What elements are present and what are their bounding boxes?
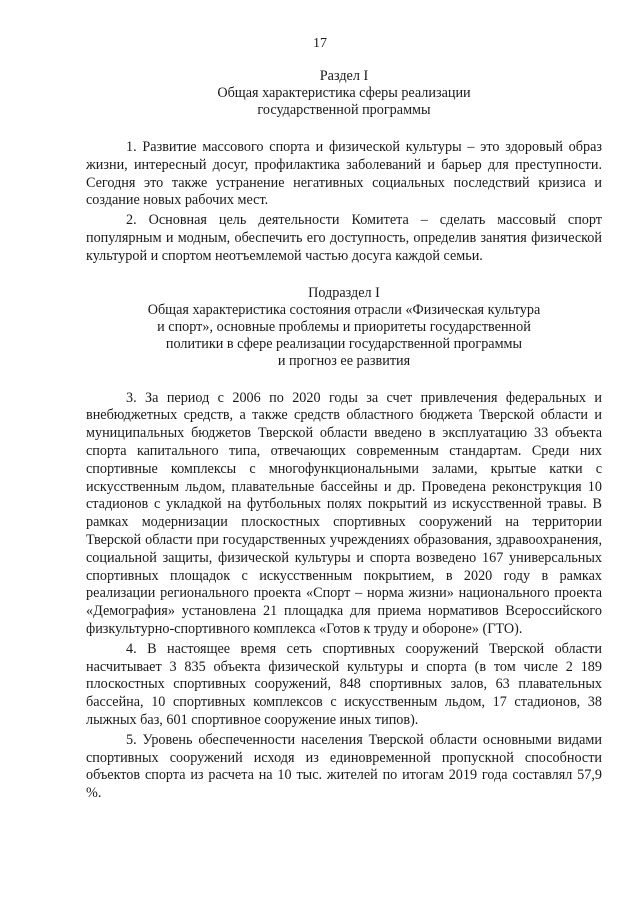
subsection-label: Подраздел I <box>308 284 380 301</box>
paragraph-2: 2. Основная цель деятельности Комитета – сделать массовый спорт популярным и модным, обеспечить его доступность, определив занятия физической культурой и спортом неотъемлемой частью досуга каждой семьи. <box>86 212 602 264</box>
section-title-line: Общая характеристика сферы реализации <box>217 85 471 101</box>
paragraph-3: 3. За период с 2006 по 2020 годы за счет привлечения федеральных и внебюджетных средств, а также средств областного бюджета Тверской области и муниципальных бюджетов Тверской области введено в эксплуатацию 33 объекта спорта капитального типа, отвечающих современным стандартам. Среди них спортивные комплексы с многофункциональными залами, крытые катки с искусственным льдом, плавательные бассейны и др. Проведена реконструкция 10 стадионов с укладкой на футбольных полях покрытий из искусственной травы. В рамках модернизации плоскостных спортивных сооружений на территории Тверской области при государственных учреждениях образования, здравоохранения, социальной защиты, физической культуры и спорта возведено 167 универсальных спортивных площадок с искусственным покрытием, в 2020 году в рамках реализации регионального проекта «Спорт – норма жизни» национального проекта «Демография» установлена 21 площадка для приема нормативов Всероссийского физкультурно-спортивного комплекса «Готов к труду и обороне» (ГТО). <box>86 389 602 637</box>
paragraph-1: 1. Развитие массового спорта и физической культуры – это здоровый образ жизни, интересный досуг, профилактика заболеваний и барьер для преступности. Сегодня это также устранение негативных социальных последствий кризиса и создание новых рабочих мест. <box>86 139 602 209</box>
subsection-title-line: политики в сфере реализации государственной программы <box>165 335 523 352</box>
page-content <box>86 68 602 803</box>
page-number: 17 <box>313 36 327 51</box>
subsection-title-line: и прогноз ее развития <box>277 352 411 369</box>
section-heading <box>86 68 602 119</box>
subsection-title-line: и спорт», основные проблемы и приоритеты государственной <box>157 318 531 335</box>
subsection-heading <box>86 285 602 370</box>
section-label: Раздел I <box>319 68 369 84</box>
section-title-line: государственной программы <box>257 102 431 118</box>
subsection-title-line: Общая характеристика состояния отрасли «Физическая культура <box>147 301 541 318</box>
paragraph-5: 5. Уровень обеспеченности населения Тверской области основными видами спортивных сооружений исходя из единовременной пропускной способности объектов спорта из расчета на 10 тыс. жителей по итогам 2019 года составлял 57,9 %. <box>86 731 602 802</box>
paragraph-4: 4. В настоящее время сеть спортивных сооружений Тверской области насчитывает 3 835 объекта физической культуры и спорта (в том числе 2 189 плоскостных спортивных сооружений, 848 спортивных залов, 63 плавательных бассейна, 10 спортивных комплексов с искусственным льдом, 17 стадионов, 38 лыжных баз, 601 спортивное сооружение иных типов). <box>86 640 602 728</box>
